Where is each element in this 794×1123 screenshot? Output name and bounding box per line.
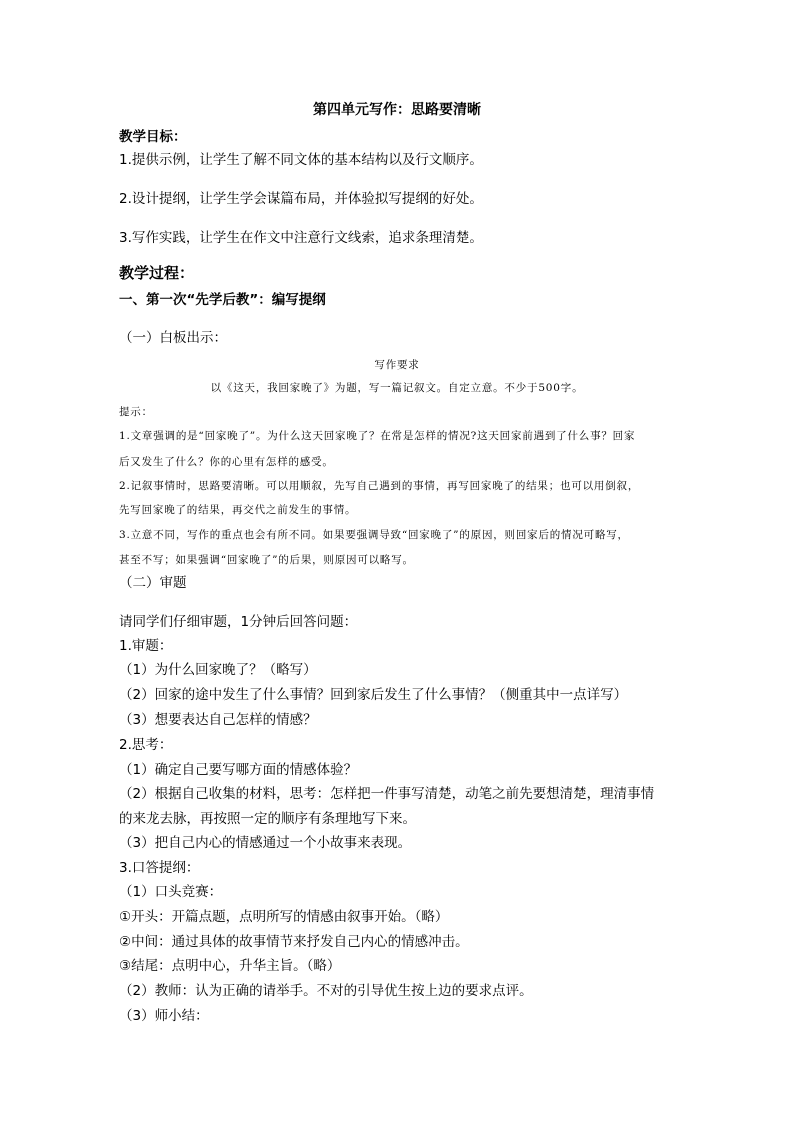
hint-label: 提示： — [119, 406, 153, 418]
question-item: （2）教师：认为正确的请举手。不对的引导优生按上边的要求点评。 — [119, 983, 533, 999]
document-title: 第四单元写作：思路要清晰 — [313, 102, 481, 118]
question-item: （1）口头竞赛： — [119, 884, 223, 900]
whiteboard-title: 写作要求 — [374, 359, 420, 371]
question-item: （3）师小结： — [119, 1008, 209, 1024]
goal-item: 3.写作实践，让学生在作文中注意行文线索，追求条理清楚。 — [119, 230, 483, 246]
question-item-continued: 的来龙去脉，再按照一定的顺序有条理地写下来。 — [119, 811, 416, 827]
outline-point: ②中间：通过具体的故事情节来抒发自己内心的情感冲击。 — [119, 934, 469, 950]
process-heading: 教学过程： — [119, 264, 195, 282]
question-item: （1）确定自己要写哪方面的情感体验？ — [119, 762, 358, 778]
question-heading: 3.口答提纲： — [119, 860, 200, 876]
goal-item: 1.提供示例，让学生了解不同文体的基本结构以及行文顺序。 — [119, 152, 483, 168]
subsection-heading: （一）白板出示： — [119, 330, 227, 346]
hint-line: 3.立意不同，写作的重点也会有所不同。如果要强调导致“回家晚了”的原因，则回家后的情况可略写， — [119, 529, 629, 541]
question-item: （2）回家的途中发生了什么事情？回到家后发生了什么事情？（侧重其中一点详写） — [119, 687, 628, 703]
hint-line: 后又发生了什么？你的心里有怎样的感受。 — [119, 456, 334, 468]
question-item: （1）为什么回家晚了？（略写） — [119, 662, 317, 678]
hint-line: 甚至不写；如果强调“回家晚了”的后果，则原因可以略写。 — [119, 554, 414, 566]
question-heading: 2.思考： — [119, 737, 173, 753]
hint-line: 1.文章强调的是“回家晚了”。为什么这天回家晚了？在常是怎样的情况?这天回家前遇到了什么事？回家 — [119, 430, 636, 442]
goals-heading: 教学目标： — [119, 129, 187, 145]
outline-point: ③结尾：点明中心，升华主旨。（略） — [119, 958, 341, 974]
whiteboard-requirement: 以《这天，我回家晚了》为题，写一篇记叙文。自定立意。不少于500字。 — [210, 382, 584, 394]
section1-heading: 一、第一次“先学后教”：编写提纲 — [119, 292, 326, 308]
question-item: （2）根据自己收集的材料，思考：怎样把一件事写清楚，动笔之前先要想清楚，理清事情 — [119, 786, 655, 802]
subsection-heading: （二）审题 — [119, 575, 187, 591]
question-heading: 1.审题： — [119, 638, 173, 654]
hint-line: 先写回家晚了的结果，再交代之前发生的事情。 — [119, 504, 357, 516]
instruction-text: 请同学们仔细审题，1分钟后回答问题： — [119, 614, 358, 630]
outline-point: ①开头：开篇点题，点明所写的情感由叙事开始。（略） — [119, 909, 449, 925]
question-item: （3）把自己内心的情感通过一个小故事来表现。 — [119, 835, 412, 851]
goal-item: 2.设计提纲，让学生学会谋篇布局，并体验拟写提纲的好处。 — [119, 191, 483, 207]
hint-line: 2.记叙事情时，思路要清晰。可以用顺叙，先写自己遇到的事情，再写回家晚了的结果；也可以用倒叙， — [119, 480, 640, 492]
question-item: （3）想要表达自己怎样的情感？ — [119, 712, 317, 728]
